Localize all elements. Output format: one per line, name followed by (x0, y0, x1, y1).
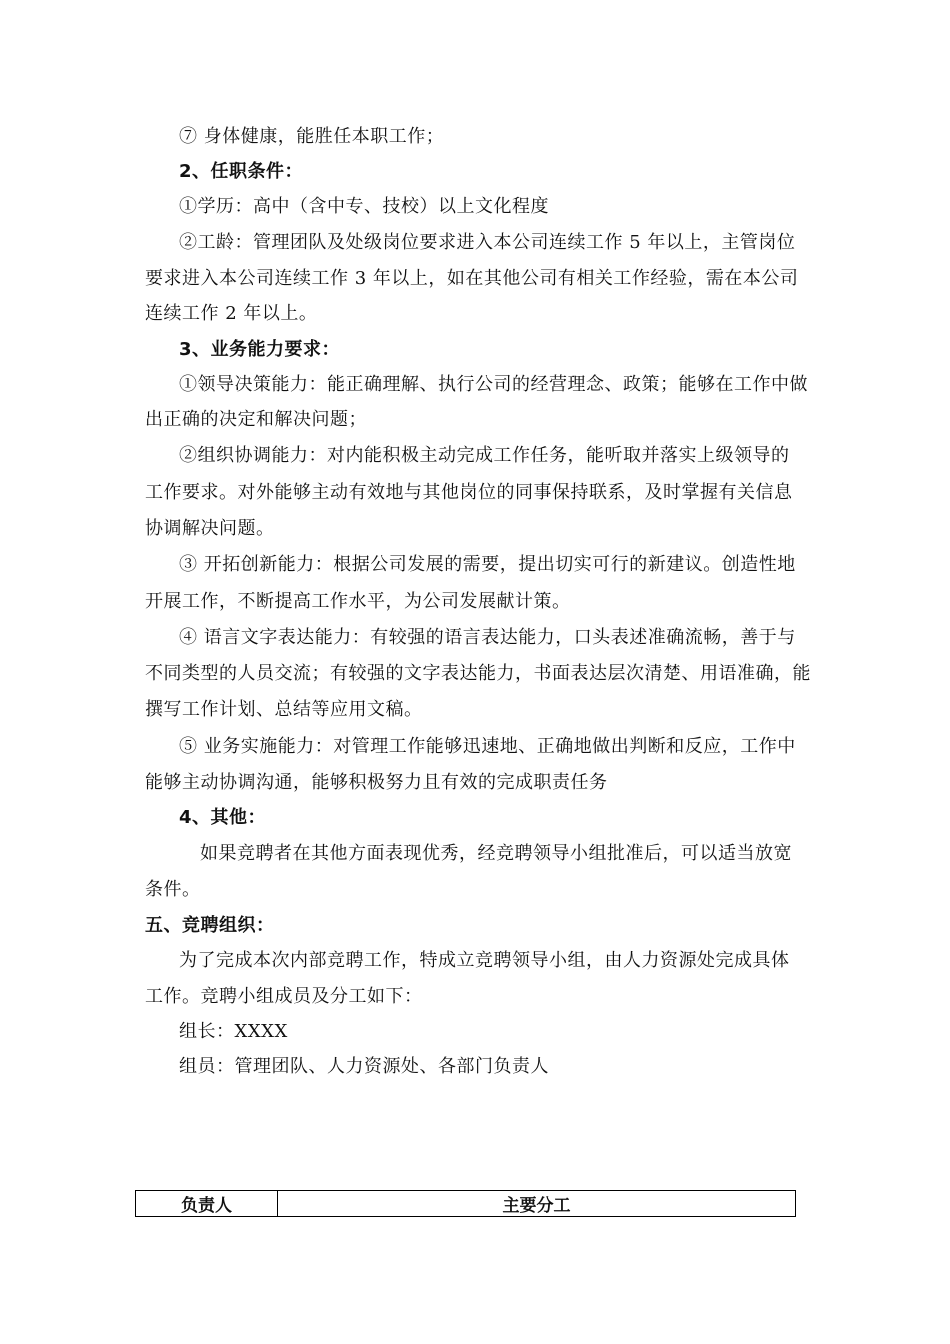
text-line: 工作。竞聘小组成员及分工如下： (145, 986, 423, 1007)
text-line: ④ 语言文字表达能力：有较强的语言表达能力，口头表述准确流畅，善于与 (179, 627, 796, 648)
text-line: 不同类型的人员交流；有较强的文字表达能力，书面表达层次清楚、用语准确，能 (145, 663, 811, 684)
table-header-cell: 负责人 (136, 1191, 278, 1217)
responsibility-table (135, 1190, 796, 1217)
text-line: ①学历：高中（含中专、技校）以上文化程度 (179, 196, 549, 217)
section-heading: 3、业务能力要求： (179, 339, 341, 360)
text-line: ③ 开拓创新能力：根据公司发展的需要，提出切实可行的新建议。创造性地 (179, 554, 796, 575)
text-line: ②工龄：管理团队及处级岗位要求进入本公司连续工作 5 年以上，主管岗位 (179, 232, 796, 253)
text-line: ⑤ 业务实施能力：对管理工作能够迅速地、正确地做出判断和反应，工作中 (179, 736, 796, 757)
section-heading: 五、竞聘组织： (145, 915, 275, 936)
section-heading: 2、任职条件： (179, 161, 304, 182)
text-line: ①领导决策能力：能正确理解、执行公司的经营理念、政策；能够在工作中做 (179, 374, 808, 395)
text-line: 要求进入本公司连续工作 3 年以上，如在其他公司有相关工作经验，需在本公司 (145, 268, 799, 289)
text-line: 为了完成本次内部竞聘工作，特成立竞聘领导小组，由人力资源处完成具体 (179, 950, 790, 971)
text-line: 组长：XXXX (179, 1021, 288, 1042)
text-line: 开展工作，不断提高工作水平，为公司发展献计策。 (145, 591, 571, 612)
text-line: 条件。 (145, 879, 201, 900)
text-line: 能够主动协调沟通，能够积极努力且有效的完成职责任务 (145, 772, 608, 793)
text-line: 出正确的决定和解决问题； (145, 409, 367, 430)
table-header-row (136, 1191, 796, 1217)
text-line: 工作要求。对外能够主动有效地与其他岗位的同事保持联系，及时掌握有关信息 (145, 482, 793, 503)
text-line: 协调解决问题。 (145, 518, 275, 539)
text-line: ②组织协调能力：对内能积极主动完成工作任务，能听取并落实上级领导的 (179, 445, 790, 466)
table-header-cell: 主要分工 (278, 1191, 796, 1217)
text-line: 连续工作 2 年以上。 (145, 303, 318, 324)
text-line: ⑦ 身体健康，能胜任本职工作； (179, 126, 445, 147)
section-heading: 4、其他： (179, 807, 267, 828)
text-line: 组员：管理团队、人力资源处、各部门负责人 (179, 1056, 549, 1077)
text-line: 如果竞聘者在其他方面表现优秀，经竞聘领导小组批准后，可以适当放宽 (200, 843, 792, 864)
text-line: 撰写工作计划、总结等应用文稿。 (145, 699, 423, 720)
